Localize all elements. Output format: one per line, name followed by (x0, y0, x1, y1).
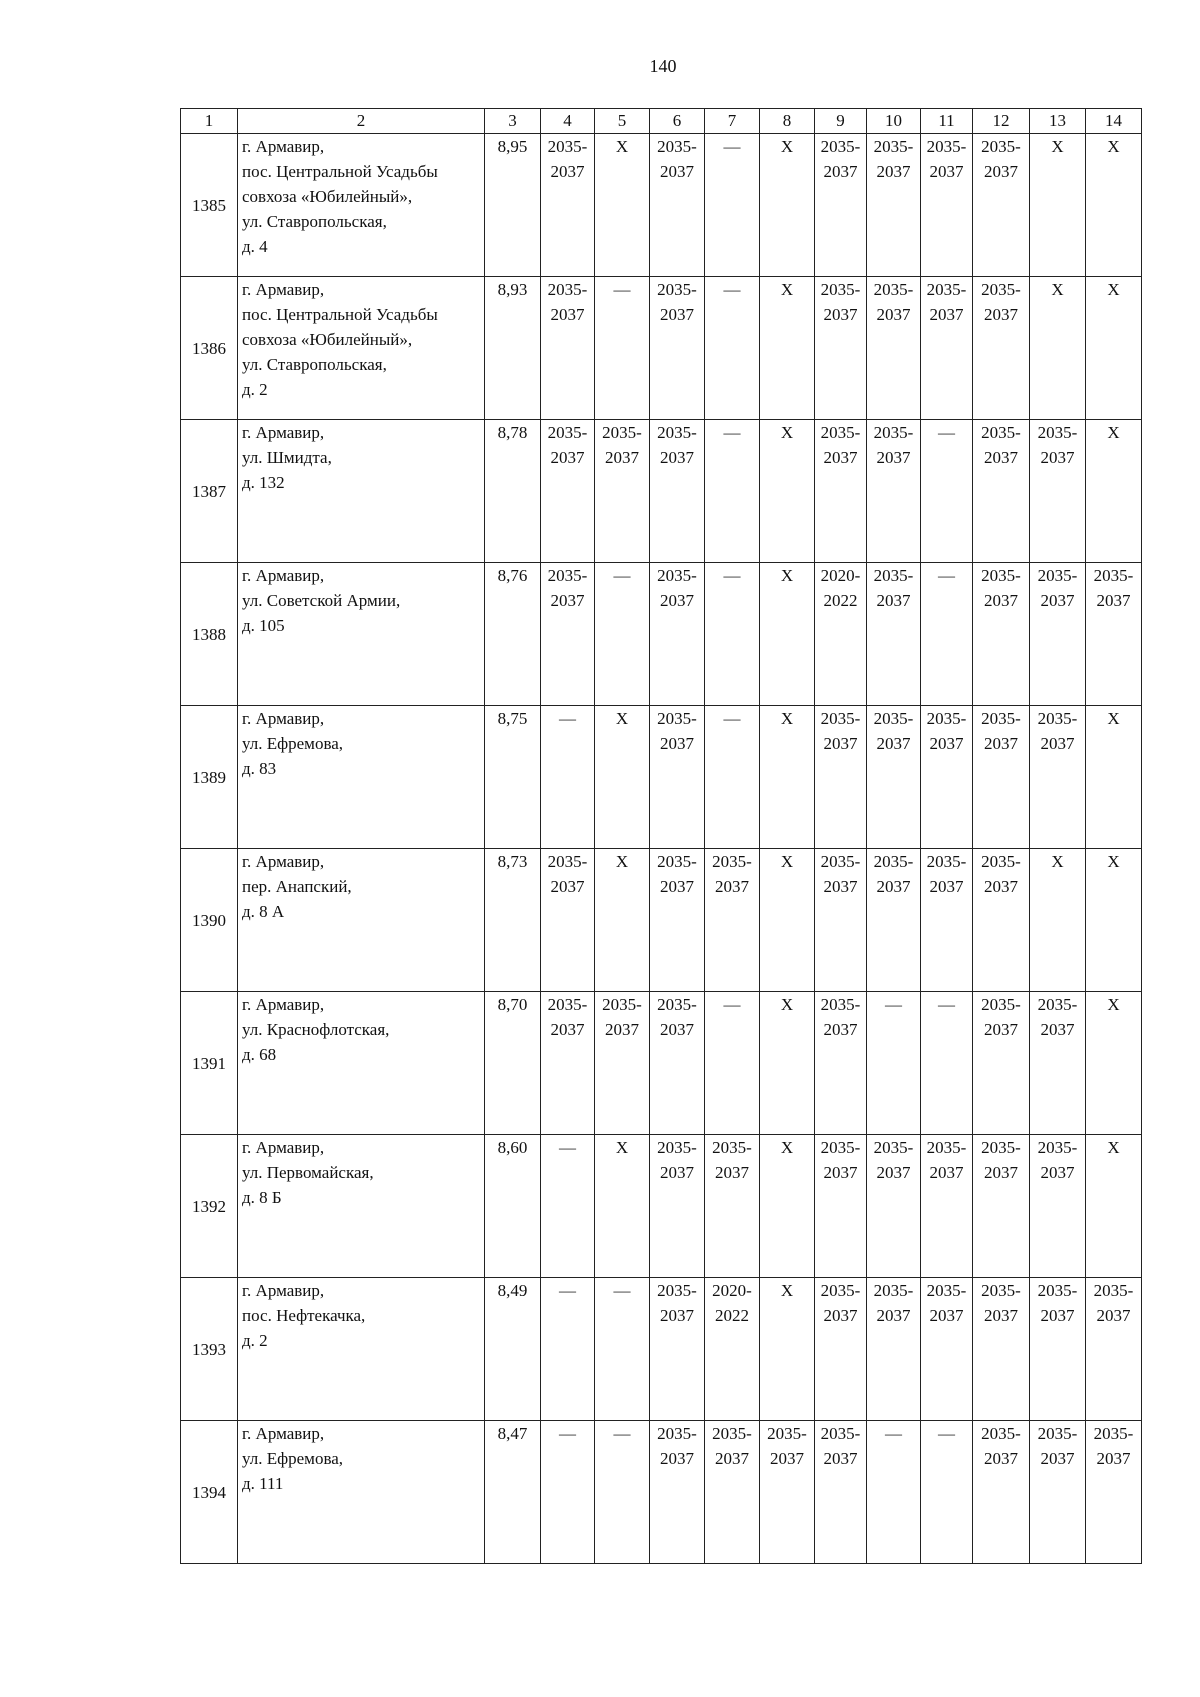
column-header-5: 5 (595, 109, 650, 134)
period-cell: X (760, 992, 815, 1135)
period-cell: X (1086, 420, 1142, 563)
period-cell: 2035- 2037 (1030, 1278, 1086, 1421)
table-row (181, 277, 1142, 420)
row-number: 1392 (181, 1135, 238, 1278)
period-cell: 2035- 2037 (867, 849, 921, 992)
dash-mark: — (885, 1424, 902, 1443)
period-cell (595, 1278, 650, 1421)
page-number: 140 (649, 56, 677, 76)
address-line: г. Армавир, (242, 1138, 325, 1157)
period-cell: 2035- 2037 (973, 277, 1030, 420)
dash-mark: — (559, 1281, 576, 1300)
period-cell (867, 992, 921, 1135)
period-cell (867, 1421, 921, 1564)
address-cell (238, 1278, 485, 1421)
address-line: г. Армавир, (242, 995, 325, 1014)
dash-mark: — (613, 1281, 631, 1300)
value-cell: 8,49 (485, 1278, 541, 1421)
table-row (181, 849, 1142, 992)
row-number: 1385 (181, 134, 238, 277)
period-cell: 2035- 2037 (1086, 1278, 1142, 1421)
column-header-3: 3 (485, 109, 541, 134)
column-header-7: 7 (705, 109, 760, 134)
column-header-9: 9 (815, 109, 867, 134)
dash-mark: — (559, 1424, 576, 1443)
period-cell: 2035- 2037 (973, 1135, 1030, 1278)
period-cell: X (1086, 1135, 1142, 1278)
dash-mark: — (723, 423, 741, 442)
period-cell: X (760, 277, 815, 420)
address-line: д. 105 (242, 616, 285, 635)
address-line: пос. Центральной Усадьбы (242, 305, 438, 324)
period-cell: 2035- 2037 (973, 134, 1030, 277)
row-number: 1388 (181, 563, 238, 706)
dash-mark: — (613, 1424, 631, 1443)
table-row (181, 1135, 1142, 1278)
period-cell: 2035- 2037 (815, 134, 867, 277)
period-cell: 2035- 2037 (705, 849, 760, 992)
period-cell: X (595, 849, 650, 992)
period-cell: X (595, 706, 650, 849)
period-cell: 2035- 2037 (815, 1135, 867, 1278)
dash-mark: — (885, 995, 902, 1014)
row-number: 1389 (181, 706, 238, 849)
period-cell: 2035- 2037 (815, 1278, 867, 1421)
period-cell: 2035- 2037 (1030, 1135, 1086, 1278)
address-line: д. 8 А (242, 902, 285, 921)
period-cell: X (1086, 277, 1142, 420)
period-cell: 2035- 2037 (650, 706, 705, 849)
address-cell (238, 420, 485, 563)
period-cell (705, 134, 760, 277)
address-line: пос. Центральной Усадьбы (242, 162, 438, 181)
column-header-6: 6 (650, 109, 705, 134)
period-cell: 2035- 2037 (541, 420, 595, 563)
period-cell: X (1086, 849, 1142, 992)
value-cell: 8,73 (485, 849, 541, 992)
period-cell: 2035- 2037 (867, 420, 921, 563)
value-cell: 8,76 (485, 563, 541, 706)
address-line: г. Армавир, (242, 852, 325, 871)
row-number: 1394 (181, 1421, 238, 1564)
period-cell: 2035- 2037 (650, 563, 705, 706)
period-cell: 2020- 2022 (705, 1278, 760, 1421)
period-cell: 2035- 2037 (595, 420, 650, 563)
row-number: 1386 (181, 277, 238, 420)
period-cell: X (760, 420, 815, 563)
period-cell: X (760, 706, 815, 849)
address-line: г. Армавир, (242, 1281, 325, 1300)
period-cell: X (1030, 277, 1086, 420)
period-cell: 2035- 2037 (650, 277, 705, 420)
dash-mark: — (613, 566, 631, 585)
period-cell (595, 563, 650, 706)
period-cell: 2035- 2037 (1086, 1421, 1142, 1564)
column-header-10: 10 (867, 109, 921, 134)
address-line: г. Армавир, (242, 280, 325, 299)
dash-mark: — (723, 709, 741, 728)
dash-mark: — (559, 709, 576, 728)
period-cell: 2035- 2037 (541, 134, 595, 277)
period-cell: 2035- 2037 (815, 706, 867, 849)
period-cell: 2035- 2037 (815, 992, 867, 1135)
period-cell (595, 277, 650, 420)
period-cell: 2035- 2037 (705, 1135, 760, 1278)
dash-mark: — (938, 566, 955, 585)
address-line: д. 2 (242, 380, 268, 399)
period-cell: 2035- 2037 (650, 1278, 705, 1421)
period-cell: 2035- 2037 (973, 849, 1030, 992)
dash-mark: — (938, 423, 955, 442)
dash-mark: — (723, 995, 741, 1014)
column-number-row (181, 109, 1142, 134)
address-line: ул. Советской Армии, (242, 591, 401, 610)
period-cell (595, 1421, 650, 1564)
column-header-1: 1 (181, 109, 238, 134)
address-line: ул. Ефремова, (242, 734, 344, 753)
period-cell: 2035- 2037 (921, 134, 973, 277)
period-cell: 2035- 2037 (705, 1421, 760, 1564)
period-cell: X (1086, 706, 1142, 849)
column-header-13: 13 (1030, 109, 1086, 134)
period-cell: 2035- 2037 (1030, 706, 1086, 849)
address-line: ул. Краснофлотская, (242, 1020, 390, 1039)
address-line: д. 2 (242, 1331, 268, 1350)
period-cell: 2035- 2037 (973, 1421, 1030, 1564)
address-line: д. 111 (242, 1474, 284, 1493)
period-cell: 2035- 2037 (1086, 563, 1142, 706)
address-line: д. 83 (242, 759, 277, 778)
address-cell (238, 134, 485, 277)
period-cell: 2035- 2037 (867, 563, 921, 706)
period-cell: 2035- 2037 (815, 1421, 867, 1564)
period-cell: X (595, 134, 650, 277)
period-cell: 2035- 2037 (867, 1135, 921, 1278)
period-cell: 2035- 2037 (541, 563, 595, 706)
address-line: совхоза «Юбилейный», (242, 187, 413, 206)
period-cell: 2035- 2037 (867, 1278, 921, 1421)
value-cell: 8,78 (485, 420, 541, 563)
table-row (181, 706, 1142, 849)
value-cell: 8,93 (485, 277, 541, 420)
period-cell: 2035- 2037 (1030, 1421, 1086, 1564)
column-header-12: 12 (973, 109, 1030, 134)
period-cell: 2035- 2037 (815, 420, 867, 563)
period-cell (921, 992, 973, 1135)
address-line: г. Армавир, (242, 566, 325, 585)
table-row (181, 134, 1142, 277)
period-cell: X (1030, 849, 1086, 992)
value-cell: 8,60 (485, 1135, 541, 1278)
table-row (181, 1421, 1142, 1564)
address-cell (238, 277, 485, 420)
period-cell: 2035- 2037 (973, 563, 1030, 706)
period-cell: 2035- 2037 (650, 992, 705, 1135)
column-header-2: 2 (238, 109, 485, 134)
period-cell: 2035- 2037 (1030, 992, 1086, 1135)
address-line: пер. Анапский, (242, 877, 352, 896)
period-cell (541, 1135, 595, 1278)
column-header-14: 14 (1086, 109, 1142, 134)
value-cell: 8,95 (485, 134, 541, 277)
period-cell: 2035- 2037 (541, 277, 595, 420)
period-cell (705, 277, 760, 420)
dash-mark: — (723, 566, 741, 585)
address-cell (238, 563, 485, 706)
period-cell: X (1030, 134, 1086, 277)
column-header-11: 11 (921, 109, 973, 134)
period-cell: X (760, 134, 815, 277)
period-cell: 2035- 2037 (867, 277, 921, 420)
period-cell: 2035- 2037 (973, 1278, 1030, 1421)
address-line: г. Армавир, (242, 137, 325, 156)
period-cell (921, 420, 973, 563)
dash-mark: — (723, 137, 741, 156)
value-cell: 8,47 (485, 1421, 541, 1564)
period-cell: X (760, 563, 815, 706)
period-cell: 2035- 2037 (921, 706, 973, 849)
period-cell (541, 706, 595, 849)
address-line: ул. Ефремова, (242, 1449, 344, 1468)
address-line: ул. Ставропольская, (242, 212, 387, 231)
period-cell: X (1086, 134, 1142, 277)
period-cell: 2020- 2022 (815, 563, 867, 706)
period-cell: X (595, 1135, 650, 1278)
address-line: ул. Первомайская, (242, 1163, 374, 1182)
period-cell: 2035- 2037 (921, 1135, 973, 1278)
period-cell: 2035- 2037 (650, 134, 705, 277)
period-cell: 2035- 2037 (973, 420, 1030, 563)
row-number: 1391 (181, 992, 238, 1135)
period-cell (921, 1421, 973, 1564)
period-cell: 2035- 2037 (650, 1421, 705, 1564)
dash-mark: — (559, 1138, 576, 1157)
column-header-8: 8 (760, 109, 815, 134)
period-cell: X (760, 1278, 815, 1421)
column-header-4: 4 (541, 109, 595, 134)
address-cell (238, 992, 485, 1135)
period-cell: 2035- 2037 (595, 992, 650, 1135)
address-line: д. 132 (242, 473, 285, 492)
address-line: г. Армавир, (242, 423, 325, 442)
row-number: 1393 (181, 1278, 238, 1421)
period-cell: 2035- 2037 (760, 1421, 815, 1564)
address-line: ул. Шмидта, (242, 448, 332, 467)
period-cell: 2035- 2037 (1030, 563, 1086, 706)
period-cell: 2035- 2037 (921, 1278, 973, 1421)
period-cell: 2035- 2037 (541, 849, 595, 992)
address-cell (238, 1135, 485, 1278)
value-cell: 8,75 (485, 706, 541, 849)
period-cell: 2035- 2037 (921, 277, 973, 420)
address-line: ул. Ставропольская, (242, 355, 387, 374)
period-cell (705, 563, 760, 706)
period-cell: 2035- 2037 (867, 134, 921, 277)
period-cell (541, 1278, 595, 1421)
address-cell (238, 706, 485, 849)
period-cell (705, 420, 760, 563)
period-cell: 2035- 2037 (650, 1135, 705, 1278)
period-cell: X (760, 1135, 815, 1278)
address-line: г. Армавир, (242, 1424, 325, 1443)
period-cell: 2035- 2037 (1030, 420, 1086, 563)
address-line: г. Армавир, (242, 709, 325, 728)
period-cell (705, 706, 760, 849)
address-line: д. 4 (242, 237, 268, 256)
table-body (181, 134, 1142, 1564)
address-cell (238, 849, 485, 992)
table-row (181, 992, 1142, 1135)
period-cell: X (760, 849, 815, 992)
dash-mark: — (938, 1424, 955, 1443)
table-row (181, 420, 1142, 563)
period-cell: 2035- 2037 (921, 849, 973, 992)
address-line: совхоза «Юбилейный», (242, 330, 413, 349)
period-cell: 2035- 2037 (815, 277, 867, 420)
value-cell: 8,70 (485, 992, 541, 1135)
address-cell (238, 1421, 485, 1564)
period-cell (541, 1421, 595, 1564)
dash-mark: — (613, 280, 631, 299)
dash-mark: — (938, 995, 955, 1014)
table-row (181, 1278, 1142, 1421)
address-line: д. 8 Б (242, 1188, 282, 1207)
period-cell: 2035- 2037 (867, 706, 921, 849)
period-cell: 2035- 2037 (541, 992, 595, 1135)
period-cell: 2035- 2037 (650, 849, 705, 992)
row-number: 1390 (181, 849, 238, 992)
address-line: пос. Нефтекачка, (242, 1306, 366, 1325)
table-row (181, 563, 1142, 706)
period-cell (921, 563, 973, 706)
period-cell (705, 992, 760, 1135)
period-cell: 2035- 2037 (973, 706, 1030, 849)
row-number: 1387 (181, 420, 238, 563)
period-cell: X (1086, 992, 1142, 1135)
period-cell: 2035- 2037 (973, 992, 1030, 1135)
address-line: д. 68 (242, 1045, 277, 1064)
period-cell: 2035- 2037 (650, 420, 705, 563)
period-cell: 2035- 2037 (815, 849, 867, 992)
dash-mark: — (723, 280, 741, 299)
register-table (180, 108, 1142, 1564)
